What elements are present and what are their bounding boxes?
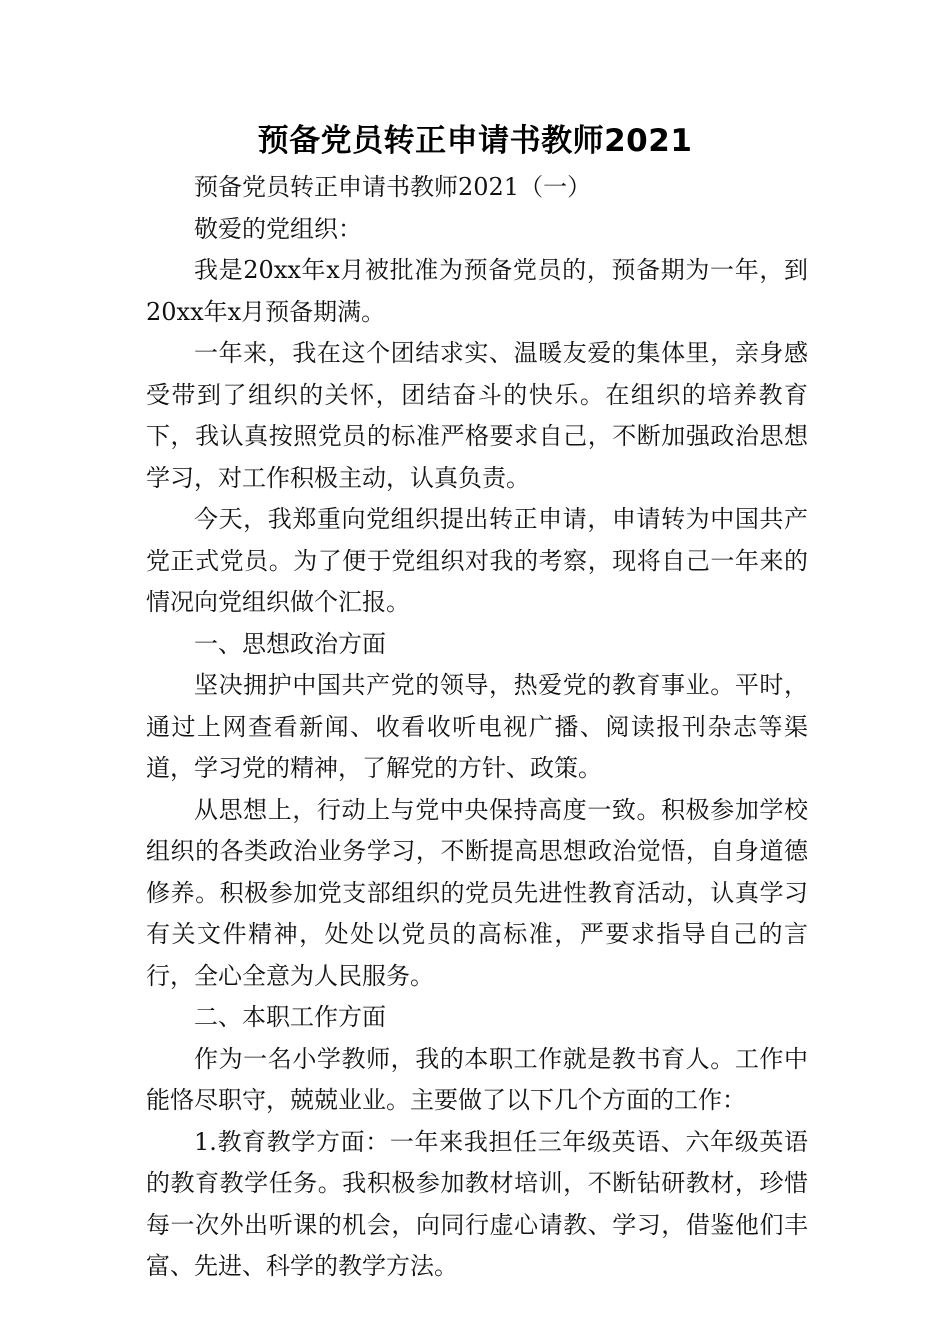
paragraph: 从思想上，行动上与党中央保持高度一致。积极参加学校组织的各类政治业务学习，不断提高思想政治觉悟，自身道德修养。积极参加党支部组织的党员先进性教育活动，认真学习有关文件精神，处处以党员的高标准，严要求指导自己的言行，全心全意为人民服务。 bbox=[146, 795, 808, 990]
salutation: 敬爱的党组织： bbox=[194, 214, 362, 243]
paragraph: 1.教育教学方面：一年来我担任三年级英语、六年级英语的教育教学任务。我积极参加教材培训，不断钻研教材，珍惜每一次外出听课的机会，向同行虚心请教、学习，借鉴他们丰富、先进、科学的教学方法。 bbox=[146, 1127, 808, 1280]
document-body bbox=[146, 167, 808, 1288]
document-title: 预备党员转正申请书教师2021 bbox=[257, 123, 693, 159]
paragraph: 坚决拥护中国共产党的领导，热爱党的教育事业。平时，通过上网查看新闻、收看收听电视广播、阅读报刊杂志等渠道，学习党的精神，了解党的方针、政策。 bbox=[146, 671, 808, 782]
paragraph: 今天，我郑重向党组织提出转正申请，申请转为中国共产党正式党员。为了便于党组织对我的考察，现将自己一年来的情况向党组织做个汇报。 bbox=[146, 505, 808, 616]
section-heading: 二、本职工作方面 bbox=[194, 1003, 386, 1031]
subtitle-line: 预备党员转正申请书教师2021（一） bbox=[194, 173, 592, 201]
section-heading: 一、思想政治方面 bbox=[194, 629, 386, 658]
paragraph: 我是20xx年x月被批准为预备党员的，预备期为一年，到20xx年x月预备期满。 bbox=[146, 256, 808, 326]
paragraph: 一年来，我在这个团结求实、温暖友爱的集体里，亲身感受带到了组织的关怀，团结奋斗的快乐。在组织的培养教育下，我认真按照党员的标准严格要求自己，不断加强政治思想学习，对工作积极主动，认真负责。 bbox=[146, 339, 808, 492]
paragraph: 作为一名小学教师，我的本职工作就是教书育人。工作中能恪尽职守，兢兢业业。主要做了以下几个方面的工作： bbox=[146, 1044, 808, 1114]
